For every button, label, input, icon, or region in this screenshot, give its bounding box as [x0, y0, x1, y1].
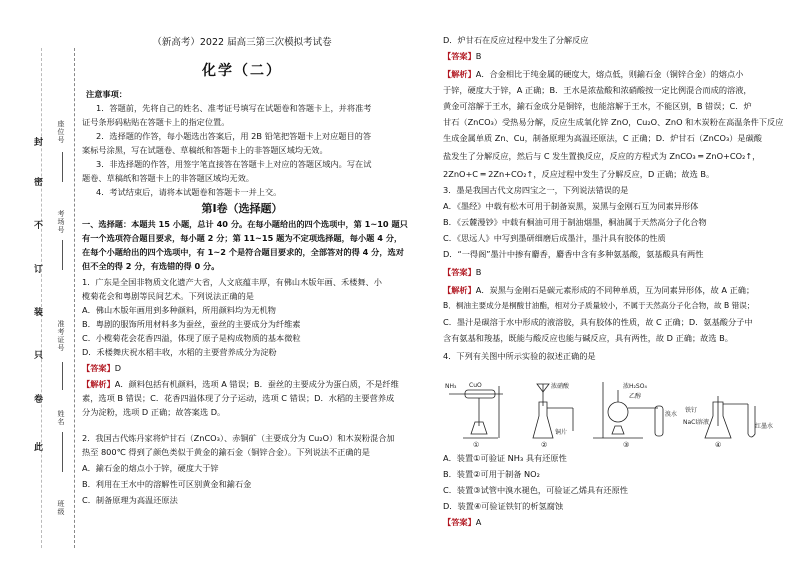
notice-heading: 注意事项： [86, 89, 127, 99]
right-column [443, 0, 784, 562]
seal-char: 只 [34, 351, 44, 361]
analysis-label: 【解析】 [82, 379, 115, 389]
intro-line: 有一个选项符合题目要求，每小题 2 分；第 11~15 题为不定项选择题，每小题 4 分， [82, 233, 403, 243]
q3-option-a: A．《墨经》中载有松木可用于制备炭黑，炭黑与金刚石互为同素异形体 [443, 201, 699, 211]
figure-number: ② [541, 441, 548, 448]
q2-stem-line: 热至 800℃ 得到了颜色类似于黄金的鍮石金（铜锌合金）。下列说法不正确的是 [82, 447, 370, 457]
field-admission-number: 准考证号 [57, 320, 65, 352]
field-class: 班级 [57, 500, 65, 516]
q2-analysis-line: 2ZnO+C ═ 2Zn+CO₂↑，反应过程中发生了分解反应，D 正确；故选 B。 [443, 169, 715, 179]
seal-char: 订 [34, 265, 44, 275]
answer-value: D [114, 363, 122, 373]
apparatus-1 [449, 386, 503, 438]
analysis-label: 【解析】 [443, 285, 476, 295]
field-line [62, 432, 63, 472]
field-line [62, 152, 63, 182]
seal-char: 封 [34, 138, 44, 148]
q1-option-a: A．佛山木版年画用到多种颜料，所用颜料均为无机物 [82, 305, 276, 315]
notice-line: 证号条形码粘贴在答题卡上的指定位置。 [82, 117, 230, 127]
binding-margin-line [74, 48, 75, 548]
apparatus-4 [705, 396, 755, 438]
q4-apparatus-figure [443, 376, 773, 448]
answer-value: B [475, 267, 482, 277]
q4-option-d: D．装置④可验证铁钉的析氢腐蚀 [443, 501, 564, 511]
field-line [62, 240, 63, 270]
q1-analysis-line: 分为淀粉，选项 D 正确；故答案选 D。 [82, 407, 226, 417]
q1-stem-line: 榄菊花会和粤剧等民间艺术。下列说法正确的是 [82, 291, 254, 301]
answer-label: 【答案】 [82, 363, 115, 373]
q3-option-d: D．“一得阁”墨汁中掺有麝香，麝香中含有多种氨基酸，氨基酸具有两性 [443, 249, 704, 259]
q3-answer [443, 266, 481, 278]
q3-stem: 3．墨是我国古代文房四宝之一，下列说法错误的是 [443, 185, 629, 195]
notice-line: 3．非选择题的作答，用签字笔直接答在答题卡上对应的答题区域内。写在试 [96, 159, 372, 169]
figure-label: 红墨水 [755, 423, 773, 430]
q2-analysis-line: 黄金可溶解于王水，鍮石金成分是铜锌，也能溶解于王水，不能区别，B 错误；C．炉 [443, 101, 752, 111]
figure-label: NH₃ [445, 383, 457, 390]
figure-label: CuO [469, 382, 482, 389]
exam-title: （新高考）2022 届高三第三次模拟考试卷 [152, 37, 332, 48]
q3-option-c: C．《思远人》中写到墨研细磨后成墨汁，墨汁具有胶体的性质 [443, 233, 666, 243]
field-name: 姓名 [57, 410, 65, 426]
analysis-text: A．炭黑与金刚石是碳元素形成的不同种单质，互为同素异形体，故 A 正确； [475, 285, 755, 295]
figure-label: 铁钉 [685, 407, 698, 414]
q2-analysis [443, 68, 743, 80]
intro-line: 一、选择题：本题共 15 小题，总计 40 分。在每小题给出的四个选项中，第 1~10 题只 [82, 219, 408, 229]
answer-label: 【答案】 [443, 267, 476, 277]
q3-analysis-line: B．桐油主要成分是桐酸甘油酯，相对分子质量较小，不属于天然高分子化合物，故 B 错误； [443, 301, 755, 310]
q2-option-d: D．炉甘石在反应过程中发生了分解反应 [443, 35, 589, 45]
q1-option-b: B．粤剧的服饰所用材料多为蚕丝，蚕丝的主要成分为纤维素 [82, 319, 301, 329]
q2-analysis-line: 盐发生了分解反应，然后与 C 发生置换反应，反应的方程式为 ZnCO₃ ═ ZnO+CO₂↑， [443, 151, 761, 161]
figure-label: 乙醇 [629, 393, 642, 400]
q4-option-b: B．装置②可用于制备 NO₂ [443, 469, 540, 479]
q1-analysis-line: 素，选项 B 错误；C．花香四溢体现了分子运动，选项 C 错误；D．水稻的主要营养成 [82, 393, 395, 403]
q3-analysis-line: 含有氨基和羧基，既能与酸反应也能与碱反应，具有两性，故 D 正确；故选 B。 [443, 333, 733, 343]
q2-answer [443, 50, 481, 62]
seal-char: 装 [34, 308, 44, 318]
q2-option-a: A．鍮石金的熔点小于锌，硬度大于锌 [82, 463, 219, 473]
figure-number: ① [473, 441, 480, 448]
field-line [62, 362, 63, 390]
notice-line: 案标号涂黑，写在试题卷、草稿纸和答题卡上的非答题区域均无效。 [82, 145, 328, 155]
notice-line: 2．选择题的作答，每小题选出答案后，用 2B 铅笔把答题卡上对应题目的答 [96, 131, 372, 141]
intro-line: 但不全的得 2 分，有选错的得 0 分。 [82, 261, 220, 271]
figure-label: 溴水 [665, 411, 678, 418]
analysis-text: A．颜料包括有机颜料，选项 A 错误；B．蚕丝的主要成分为蛋白质，不是纤维 [114, 379, 399, 389]
q4-option-c: C．装置③试管中溴水褪色，可验证乙烯具有还原性 [443, 485, 628, 495]
answer-label: 【答案】 [443, 51, 476, 61]
figure-label: NaCl溶液 [683, 419, 710, 426]
figure-label: 铜片 [555, 429, 568, 436]
q2-stem-line: 2．我国古代炼丹家将炉甘石（ZnCO₃）、赤铜矿（主要成分为 Cu₂O）和木炭粉混合加 [82, 433, 395, 443]
q2-option-b: B．利用在王水中的溶解性可区别黄金和鍮石金 [82, 479, 252, 489]
q3-option-b: B．《云麓漫钞》中载有桐油可用于制油烟墨，桐油属于天然高分子化合物 [443, 217, 707, 227]
seal-char: 密 [34, 178, 44, 188]
q3-analysis [443, 284, 754, 296]
q1-analysis [82, 378, 399, 390]
seal-char: 此 [34, 443, 44, 453]
q4-answer [443, 516, 481, 528]
q4-option-a: A．装置①可验证 NH₃ 具有还原性 [443, 453, 567, 463]
subject-title: 化学（二） [202, 63, 282, 79]
answer-value: B [475, 51, 482, 61]
figure-number: ③ [623, 441, 630, 448]
binding-margin-line-outer [41, 48, 42, 548]
field-exam-room: 考场号 [57, 210, 65, 234]
notice-line: 1．答题前，先将自己的姓名、准考证号填写在试题卷和答题卡上，并将准考 [96, 103, 372, 113]
answer-value: A [475, 517, 482, 527]
figure-label: 浓H₂SO₄ [623, 383, 647, 390]
q1-option-d: D．禾楼舞庆祝水稻丰收，水稻的主要营养成分为淀粉 [82, 347, 277, 357]
q1-option-c: C．小榄菊花会花香四溢，体现了原子是构成物质的基本微粒 [82, 333, 301, 343]
field-seat-number: 座位号 [57, 120, 65, 144]
q2-option-c: C．制备原理为高温还原法 [82, 495, 178, 505]
left-column [82, 0, 408, 562]
seal-char: 卷 [34, 395, 44, 405]
q2-analysis-line: 于锌，硬度大于锌，A 正确；B．王水是浓盐酸和浓硝酸按一定比例混合而成的溶液， [443, 85, 752, 95]
q1-stem-line: 1．广东是全国非物质文化遗产大省，人文底蕴丰厚，有佛山木版年画、禾楼舞、小 [82, 277, 382, 287]
analysis-text: A．合金相比于纯金属的硬度大，熔点低，则鍮石金（铜锌合金）的熔点小 [475, 69, 744, 79]
figure-label: 浓硝酸 [551, 383, 570, 390]
q2-analysis-line: 甘石（ZnCO₃）受热易分解，反应生成氧化锌 ZnO，Cu₂O、ZnO 和木炭粉在高温条件下反应 [443, 117, 784, 127]
analysis-label: 【解析】 [443, 69, 476, 79]
seal-char: 不 [34, 221, 44, 231]
q3-analysis-line: C．墨汁是碳溶于水中形成的液溶胶，具有胶体的性质，故 C 正确；D．氨基酸分子中 [443, 317, 753, 327]
notice-line: 4．考试结束后，请将本试题卷和答题卡一并上交。 [96, 187, 282, 197]
notice-line: 题卷、草稿纸和答题卡上的非答题区域均无效。 [82, 173, 254, 183]
section-title: 第Ⅰ卷（选择题） [201, 202, 283, 215]
answer-label: 【答案】 [443, 517, 476, 527]
apparatus-3 [593, 382, 663, 438]
intro-line: 在每个小题给出的四个选项中，有 1~2 个是符合题目要求的，全部答对的得 4 分，选对 [82, 247, 404, 257]
figure-number: ④ [715, 441, 722, 448]
q4-stem: 4．下列有关图中所示实验的叙述正确的是 [443, 351, 596, 361]
q2-analysis-line: 生成金属单质 Zn、Cu，制备原理为高温还原法，C 正确；D．炉甘石（ZnCO₃）是碳酸 [443, 133, 762, 143]
q1-answer [82, 362, 121, 374]
